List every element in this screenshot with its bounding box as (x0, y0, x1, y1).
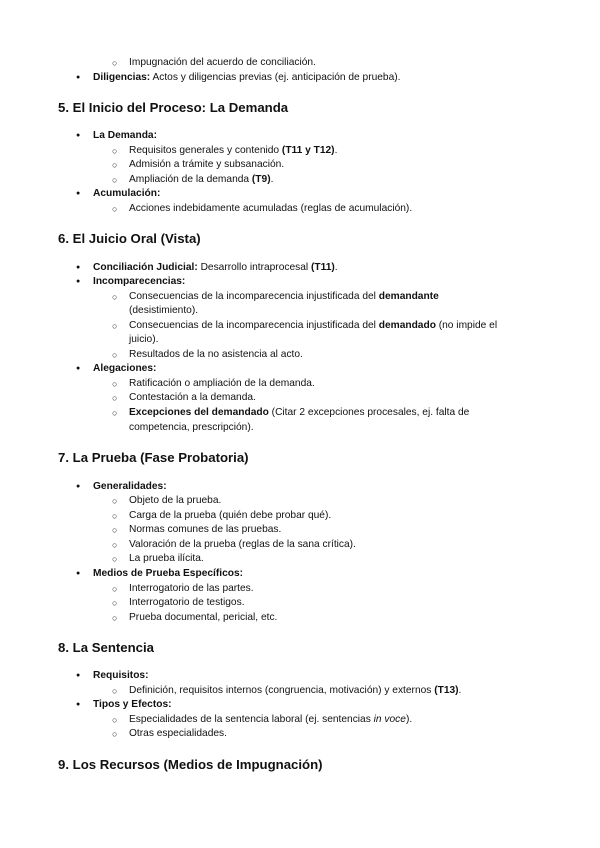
list-item: ○ Resultados de la no asistencia al acto. (129, 348, 303, 363)
list-item: ○ Ampliación de la demanda (T9). (129, 173, 273, 188)
list-item: ○ Otras especialidades. (129, 727, 227, 742)
list-item: ○ Ratificación o ampliación de la demanda. (129, 377, 315, 392)
list-item: ○ Carga de la prueba (quién debe probar qué). (129, 509, 331, 524)
list-item-continuation: juicio). (129, 334, 159, 345)
section-heading: 7. La Prueba (Fase Probatoria) (58, 450, 249, 465)
section-heading: 9. Los Recursos (Medios de Impugnación) (58, 757, 323, 772)
list-item: ● Requisitos: (93, 669, 148, 684)
list-item-continuation: competencia, prescripción). (129, 422, 254, 433)
list-item: ○ Admisión a trámite y subsanación. (129, 158, 284, 173)
list-item: ○ Prueba documental, pericial, etc. (129, 611, 277, 626)
list-item: ● Medios de Prueba Específicos: (93, 567, 243, 582)
list-item: ● Diligencias: Actos y diligencias previas (ej. anticipación de prueba). (93, 71, 400, 86)
list-item: ○ Interrogatorio de las partes. (129, 582, 254, 597)
list-item: ○ Contestación a la demanda. (129, 391, 256, 406)
list-item: ○ Impugnación del acuerdo de conciliación. (129, 56, 316, 71)
list-item: ● Alegaciones: (93, 362, 156, 377)
list-item: ○ Consecuencias de la incomparecencia injustificada del demandado (no impide el (129, 319, 497, 334)
list-item: ● Generalidades: (93, 480, 167, 495)
list-item-continuation: (desistimiento). (129, 305, 199, 316)
section-heading: 8. La Sentencia (58, 640, 155, 655)
list-item: ● Incomparecencias: (93, 275, 185, 290)
list-item: ● Tipos y Efectos: (93, 698, 172, 713)
list-item: ● Conciliación Judicial: Desarrollo intraprocesal (T11). (93, 261, 338, 276)
section-heading: 6. El Juicio Oral (Vista) (58, 231, 201, 246)
list-item: ○ Excepciones del demandado (Citar 2 excepciones procesales, ej. falta de (129, 406, 469, 421)
list-item: ○ Requisitos generales y contenido (T11 y T12). (129, 144, 337, 159)
list-item: ○ Acciones indebidamente acumuladas (reglas de acumulación). (129, 202, 412, 217)
list-item: ○ Definición, requisitos internos (congruencia, motivación) y externos (T13). (129, 684, 461, 699)
list-item: ○ La prueba ilícita. (129, 552, 204, 567)
list-item: ○ Consecuencias de la incomparecencia injustificada del demandante (129, 290, 439, 305)
list-item: ● Acumulación: (93, 187, 160, 202)
list-item: ○ Especialidades de la sentencia laboral (ej. sentencias in voce). (129, 713, 412, 728)
list-item: ○ Objeto de la prueba. (129, 494, 221, 509)
section-heading: 5. El Inicio del Proceso: La Demanda (58, 100, 289, 115)
list-item: ○ Interrogatorio de testigos. (129, 596, 245, 611)
list-item: ● La Demanda: (93, 129, 157, 144)
list-item: ○ Normas comunes de las pruebas. (129, 523, 281, 538)
list-item: ○ Valoración de la prueba (reglas de la sana crítica). (129, 538, 356, 553)
